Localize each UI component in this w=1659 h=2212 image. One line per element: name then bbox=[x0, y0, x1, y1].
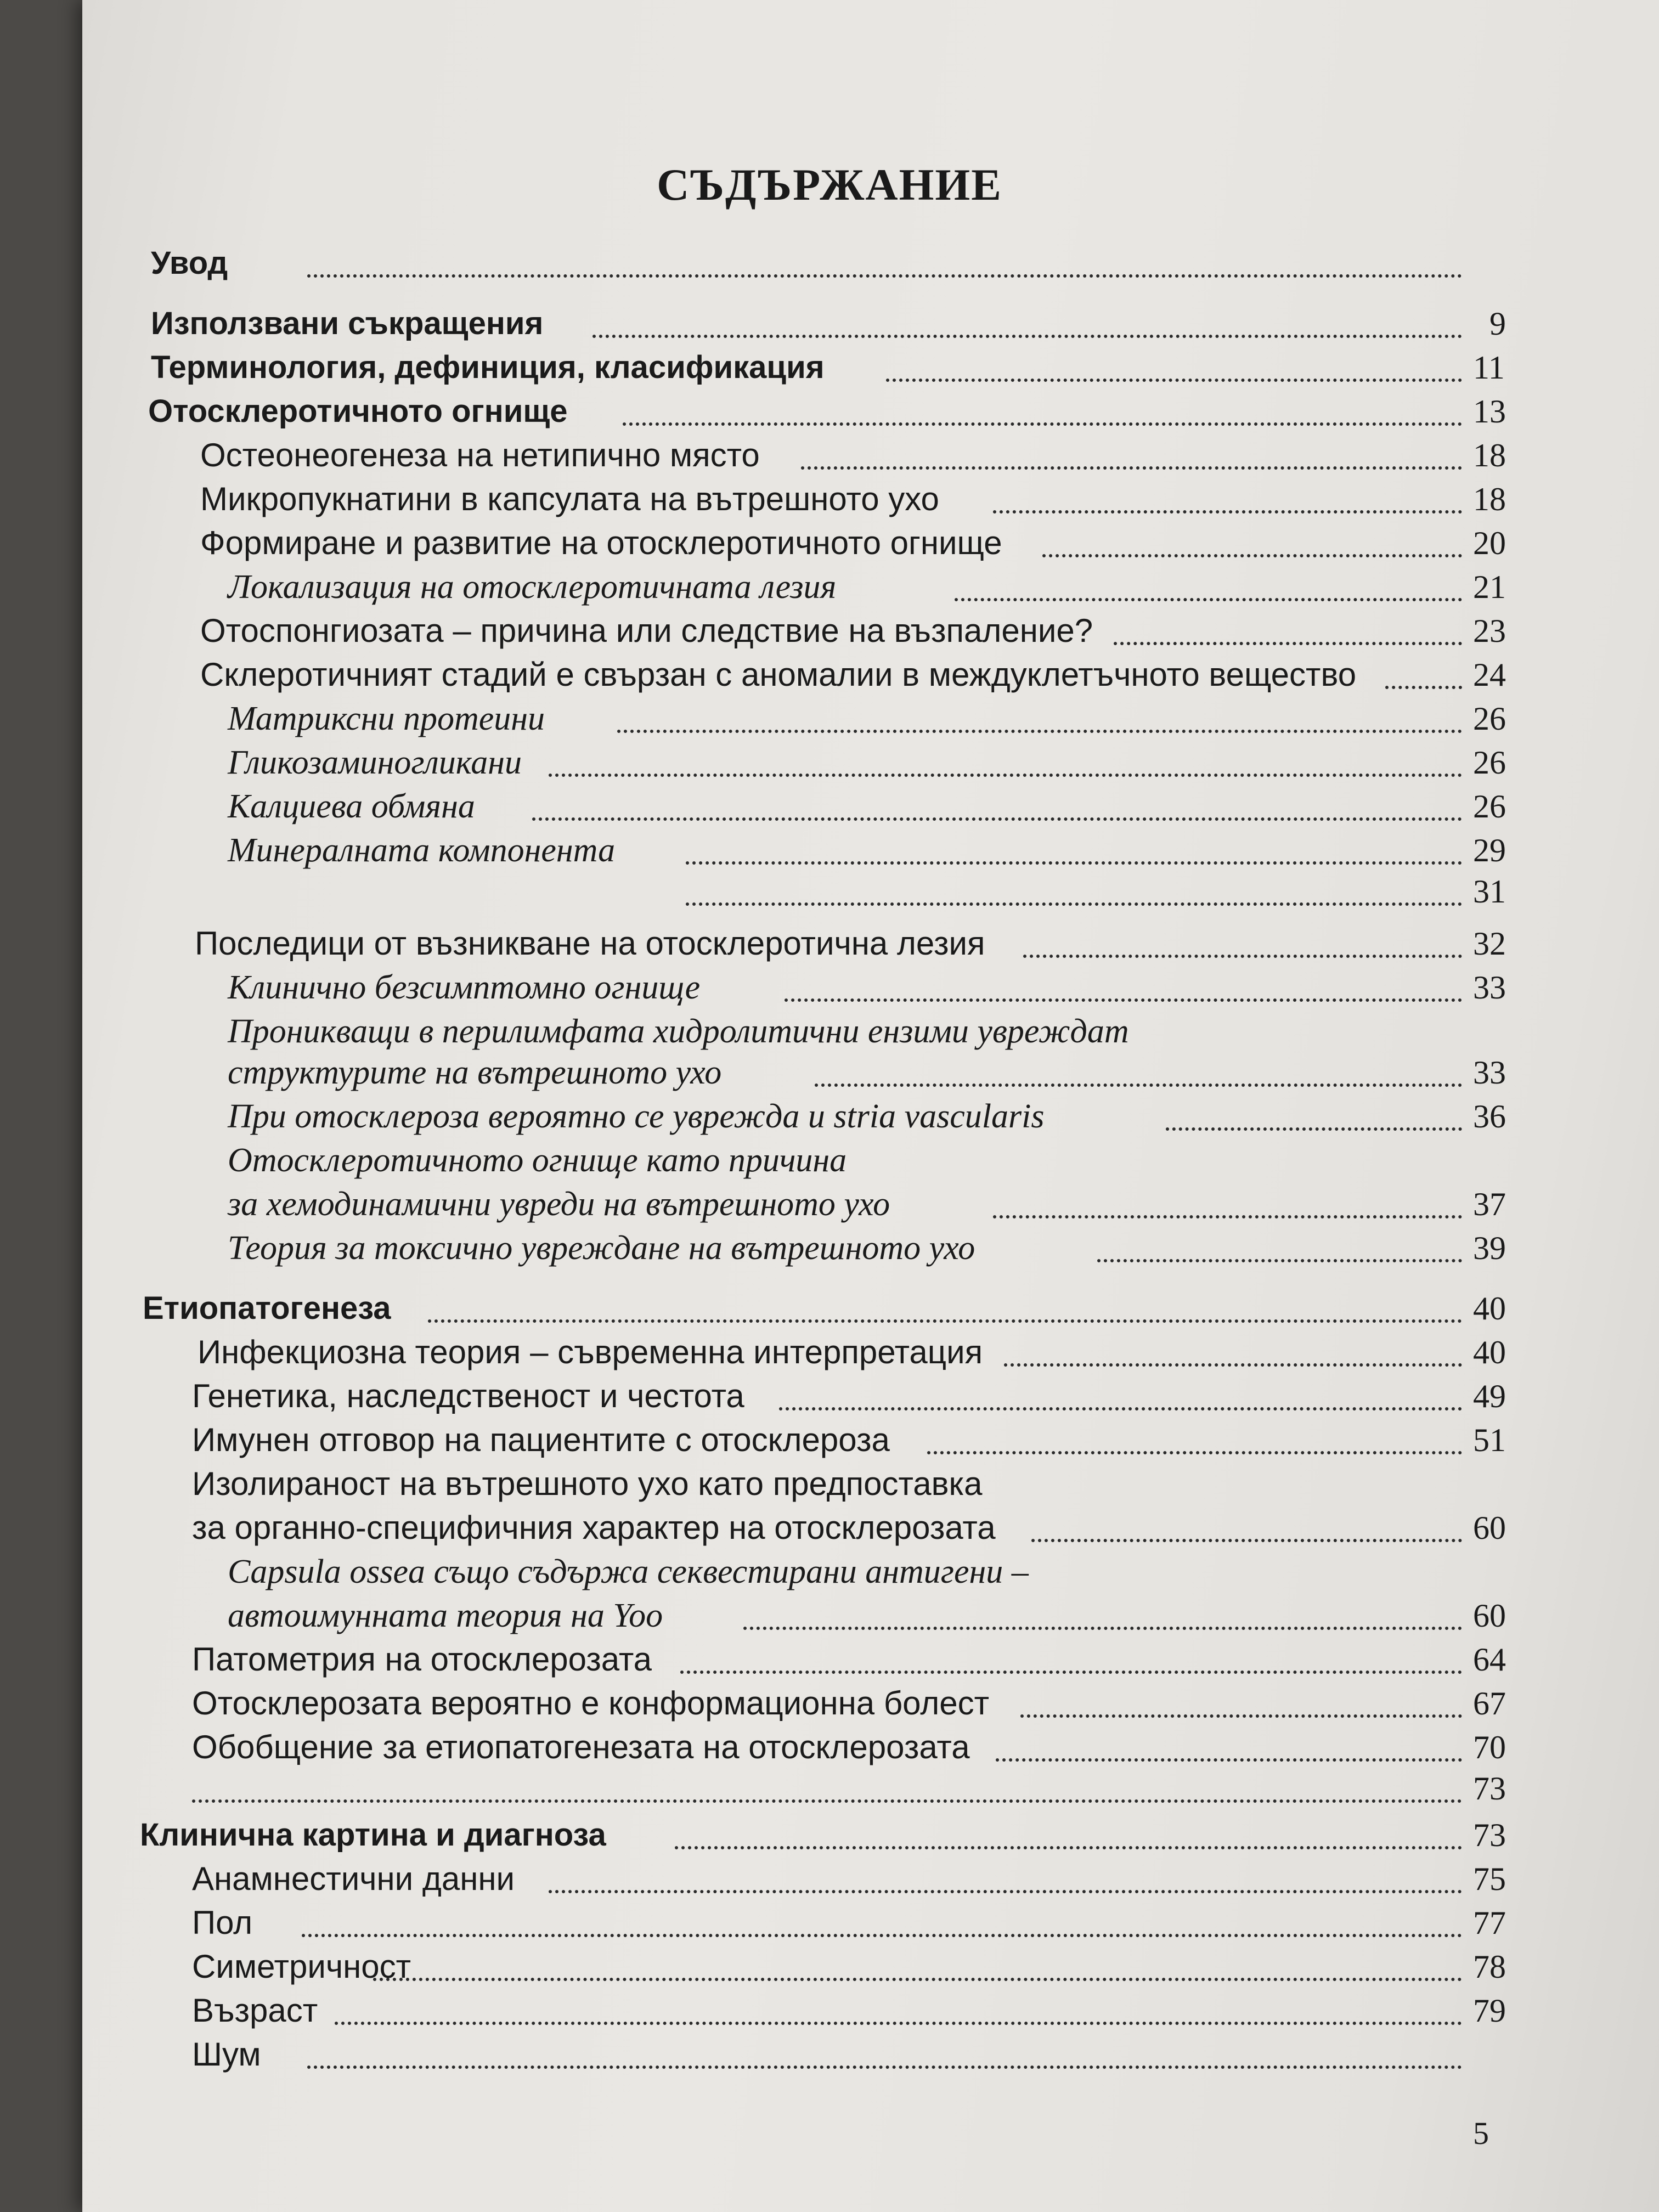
toc-entry bbox=[0, 1330, 1659, 1374]
toc-entry-title: Отосклеротичното огнище като причина bbox=[228, 1142, 847, 1179]
dot-leader bbox=[549, 774, 1462, 777]
toc-entry bbox=[0, 870, 1659, 913]
toc-entry bbox=[0, 1813, 1659, 1857]
dot-leader bbox=[302, 1934, 1462, 1937]
page-number: 5 bbox=[1473, 2115, 1489, 2151]
dot-leader bbox=[955, 598, 1462, 601]
toc-entry bbox=[0, 1681, 1659, 1725]
toc-entry bbox=[0, 1051, 1659, 1094]
toc-entry-page: 26 bbox=[1473, 788, 1506, 825]
toc-entry bbox=[0, 653, 1659, 697]
dot-leader bbox=[592, 335, 1462, 338]
toc-entry-title: Генетика, наследственост и честота bbox=[192, 1378, 744, 1414]
dot-leader bbox=[686, 861, 1462, 865]
toc-entry-title: Capsula ossea също съдържа секвестирани антигени – bbox=[228, 1553, 1029, 1590]
toc-entry bbox=[0, 565, 1659, 609]
toc-entry-title: Микропукнатини в капсулата на вътрешното ухо bbox=[200, 481, 939, 517]
toc-entry-page: 75 bbox=[1473, 1861, 1506, 1897]
toc-entry bbox=[0, 1638, 1659, 1681]
toc-entry-page: 60 bbox=[1473, 1510, 1506, 1546]
toc-entry-title: за хемодинамични увреди на вътрешното ухо bbox=[228, 1186, 890, 1223]
toc-entry bbox=[0, 785, 1659, 828]
toc-entry-title: Клинично безсимптомно огнище bbox=[228, 969, 701, 1006]
dot-leader bbox=[192, 1799, 1462, 1803]
dot-leader bbox=[743, 1627, 1462, 1630]
toc-entry-page: 23 bbox=[1473, 613, 1506, 649]
toc-entry bbox=[0, 1594, 1659, 1638]
toc-entry-title: структурите на вътрешното ухо bbox=[228, 1054, 722, 1091]
toc-entry bbox=[0, 966, 1659, 1009]
toc-entry bbox=[0, 2033, 1659, 2076]
toc-entry bbox=[0, 697, 1659, 741]
dot-leader bbox=[1042, 554, 1462, 557]
dot-leader bbox=[815, 1084, 1462, 1087]
toc-entry-title: Склеротичният стадий е свързан с аномалии в междуклетъчното вещество bbox=[200, 656, 1357, 693]
toc-entry-title: автоимунната теория на Yoo bbox=[228, 1597, 663, 1634]
toc-entry-page: 31 bbox=[1473, 873, 1506, 910]
toc-entry-title: Увод bbox=[151, 245, 228, 281]
toc-entry bbox=[0, 1138, 1659, 1182]
toc-entry bbox=[0, 1226, 1659, 1270]
toc-entry bbox=[0, 1009, 1659, 1053]
dot-leader bbox=[373, 1978, 1462, 1981]
toc-entry bbox=[0, 390, 1659, 433]
toc-entry-title: Имунен отговор на пациентите с отосклероза bbox=[192, 1421, 890, 1458]
toc-entry-title: Калциева обмяна bbox=[228, 788, 475, 825]
dot-leader bbox=[549, 1890, 1462, 1893]
toc-entry-title: Локализация на отосклеротичната лезия bbox=[228, 568, 837, 606]
toc-entry-page: 51 bbox=[1473, 1422, 1506, 1458]
toc-entry-page: 33 bbox=[1473, 969, 1506, 1006]
toc-entry bbox=[0, 922, 1659, 966]
dot-leader bbox=[1097, 1259, 1462, 1262]
dot-leader bbox=[680, 1671, 1462, 1674]
toc-entry-title: Формиране и развитие на отосклеротичното огнище bbox=[200, 524, 1002, 561]
dot-leader bbox=[779, 1407, 1462, 1410]
toc-entry-title: Последици от възникване на отосклеротична лезия bbox=[195, 925, 985, 962]
toc-entry bbox=[0, 1462, 1659, 1506]
dot-leader bbox=[532, 817, 1462, 821]
toc-entry bbox=[0, 1857, 1659, 1901]
toc-entry bbox=[0, 241, 1659, 285]
dot-leader bbox=[927, 1451, 1462, 1454]
dot-leader bbox=[307, 2066, 1462, 2069]
dot-leader bbox=[886, 379, 1462, 382]
toc-entry-page: 13 bbox=[1473, 393, 1506, 430]
toc-entry bbox=[0, 1725, 1659, 1769]
dot-leader bbox=[623, 422, 1462, 426]
toc-entry-page: 9 bbox=[1489, 306, 1506, 342]
toc-entry-title: Минералната компонента bbox=[228, 832, 616, 869]
toc-entry-page: 78 bbox=[1473, 1949, 1506, 1985]
toc-entry-page: 37 bbox=[1473, 1186, 1506, 1222]
dot-leader bbox=[675, 1846, 1462, 1849]
toc-entry-title: Етиопатогенеза bbox=[143, 1290, 391, 1326]
toc-entry-page: 70 bbox=[1473, 1729, 1506, 1765]
toc-entry-page: 49 bbox=[1473, 1378, 1506, 1414]
dot-leader bbox=[1166, 1127, 1462, 1131]
toc-entry-title: Проникващи в перилимфата хидролитични ензими увреждат bbox=[228, 1013, 1129, 1050]
dot-leader bbox=[307, 274, 1462, 278]
toc-entry-title: Матриксни протеини bbox=[228, 700, 545, 737]
dot-leader bbox=[785, 998, 1462, 1002]
toc-entry bbox=[0, 1989, 1659, 2033]
toc-entry-page: 33 bbox=[1473, 1054, 1506, 1091]
dot-leader bbox=[1031, 1539, 1462, 1542]
toc-entry bbox=[0, 1767, 1659, 1810]
toc-entry-page: 26 bbox=[1473, 744, 1506, 781]
toc-entry-page: 67 bbox=[1473, 1685, 1506, 1722]
toc-entry bbox=[0, 1550, 1659, 1594]
toc-entry bbox=[0, 1506, 1659, 1550]
dot-leader bbox=[686, 902, 1462, 906]
toc-entry-page: 79 bbox=[1473, 1993, 1506, 2029]
toc-entry-title: Отоспонгиозата – причина или следствие на възпаление? bbox=[200, 612, 1093, 649]
toc-entry-page: 73 bbox=[1473, 1817, 1506, 1853]
toc-entry-title: за органно-специфичния характер на отосклерозата bbox=[192, 1509, 996, 1546]
toc-entry-title: Теория за токсично увреждане на вътрешното ухо bbox=[228, 1229, 975, 1267]
page-title: СЪДЪРЖАНИЕ bbox=[657, 160, 1002, 210]
toc-entry bbox=[0, 1901, 1659, 1945]
toc-entry bbox=[0, 433, 1659, 477]
dot-leader bbox=[996, 1758, 1462, 1762]
toc-entry bbox=[0, 1286, 1659, 1330]
toc-entry-title: Симетричност bbox=[192, 1948, 411, 1985]
dot-leader bbox=[1020, 1714, 1462, 1718]
toc-entry-page: 40 bbox=[1473, 1334, 1506, 1370]
toc-entry-page: 21 bbox=[1473, 569, 1506, 605]
dot-leader bbox=[1023, 955, 1462, 958]
dot-leader bbox=[801, 466, 1462, 470]
toc-entry-page: 18 bbox=[1473, 481, 1506, 517]
toc-entry-page: 24 bbox=[1473, 657, 1506, 693]
toc-entry-page: 40 bbox=[1473, 1290, 1506, 1327]
toc-entry bbox=[0, 1374, 1659, 1418]
toc-entry-page: 77 bbox=[1473, 1905, 1506, 1941]
toc-entry-title: Анамнестични данни bbox=[192, 1860, 515, 1897]
toc-entry-page: 26 bbox=[1473, 701, 1506, 737]
toc-entry-page: 64 bbox=[1473, 1641, 1506, 1678]
toc-entry-page: 60 bbox=[1473, 1598, 1506, 1634]
dot-leader bbox=[993, 510, 1462, 514]
toc-entry-title: Обобщение за етиопатогенезата на отосклерозата bbox=[192, 1729, 970, 1765]
toc-entry-title: Използвани съкращения bbox=[151, 306, 544, 341]
toc-entry bbox=[0, 1182, 1659, 1226]
toc-entry-title: Остеонеогенеза на нетипично място bbox=[200, 437, 760, 473]
dot-leader bbox=[335, 2022, 1462, 2025]
toc-entry-title: Патометрия на отосклерозата bbox=[192, 1641, 652, 1678]
toc-entry bbox=[0, 521, 1659, 565]
dot-leader bbox=[993, 1215, 1462, 1218]
toc-entry bbox=[0, 1945, 1659, 1989]
toc-entry-title: Отосклеротичното огнище bbox=[148, 393, 568, 429]
dot-leader bbox=[1385, 686, 1462, 689]
toc-entry bbox=[0, 1094, 1659, 1138]
toc-entry bbox=[0, 609, 1659, 653]
toc-entry-title: Гликозаминогликани bbox=[228, 744, 522, 781]
toc-entry bbox=[0, 302, 1659, 346]
toc-entry bbox=[0, 477, 1659, 521]
dot-leader bbox=[428, 1319, 1462, 1323]
toc-entry-title: Клинична картина и диагноза bbox=[140, 1817, 606, 1853]
toc-entry-page: 73 bbox=[1473, 1770, 1506, 1807]
toc-entry-page: 20 bbox=[1473, 525, 1506, 561]
toc-entry-title: Изолираност на вътрешното ухо като предпоставка bbox=[192, 1465, 983, 1502]
toc-entry-title: При отосклероза вероятно се уврежда и stria vascularis bbox=[228, 1098, 1045, 1135]
toc-entry bbox=[0, 346, 1659, 390]
dot-leader bbox=[1004, 1363, 1462, 1367]
toc-entry-title: Шум bbox=[192, 2036, 261, 2073]
toc-entry-title: Възраст bbox=[192, 1992, 318, 2029]
toc-entry-title: Пол bbox=[192, 1904, 253, 1941]
toc-entry bbox=[0, 828, 1659, 872]
toc-entry-title: Отосклерозата вероятно е конформационна болест bbox=[192, 1685, 990, 1722]
toc-entry-title: Терминология, дефиниция, класификация bbox=[151, 349, 825, 385]
dot-leader bbox=[617, 730, 1462, 733]
dot-leader bbox=[1114, 642, 1462, 645]
toc-entry-page: 11 bbox=[1473, 349, 1505, 386]
toc-entry bbox=[0, 741, 1659, 785]
toc-entry-page: 29 bbox=[1473, 832, 1506, 868]
toc-entry-page: 18 bbox=[1473, 437, 1506, 473]
toc-entry-title: Инфекциозна теория – съвременна интерпретация bbox=[198, 1334, 983, 1370]
toc-entry bbox=[0, 1418, 1659, 1462]
toc-entry-page: 32 bbox=[1473, 926, 1506, 962]
toc-entry-page: 36 bbox=[1473, 1098, 1506, 1135]
toc-entry-page: 39 bbox=[1473, 1230, 1506, 1266]
